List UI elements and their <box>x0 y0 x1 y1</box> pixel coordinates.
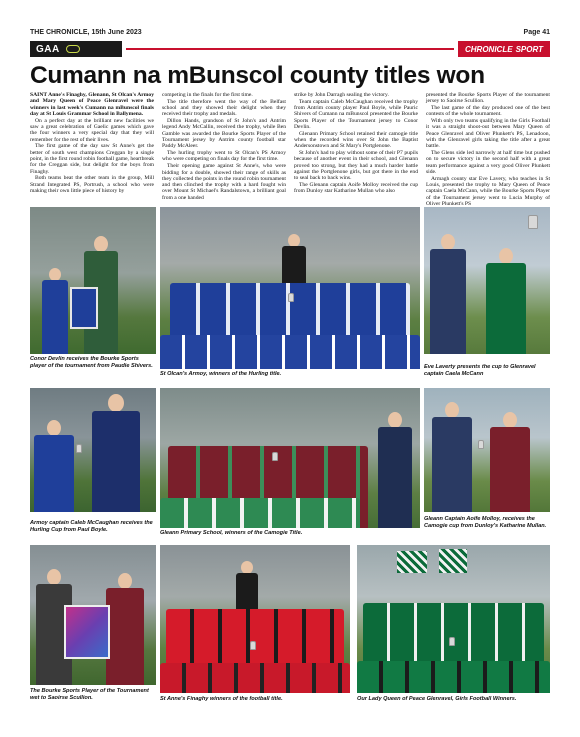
paragraph: On a perfect day at the brilliant new facilities we saw a great celebration of Gaelic games which gave the four winners a very special day that they will remember for the rest of their lives. <box>30 117 154 143</box>
paragraph: Glenann Primary School retained their camogie title when the recorded wins over St John the Baptist Andersonstown and St Mary's Portglenone. <box>294 130 418 150</box>
photo-caption: Gleann Primary School, winners of the Camogie Title. <box>160 530 303 536</box>
photo-caption: Eve Laverty presents the cup to Glenravel captain Caela McCann <box>424 364 536 377</box>
photo-caption: The Bourke Sports Player of the Tournament wet to Saoirse Scullion. <box>30 688 149 701</box>
paragraph: SAINT Anne's Finaghy, Glenann, St Olcan's Armoy and Mary Queen of Peace Glenravel were the winners in last week's Cumann na mBunscol finals day at St Louis Grammar School in Ballymena. <box>30 92 154 117</box>
photo-caption: St Anne's Finaghy winners of the football title. <box>160 696 283 702</box>
paragraph: The Glenann captain Aoife Molloy received the cup from Dunloy star Katharine Mullan who also <box>294 182 418 195</box>
chronicle-sport-logo <box>458 41 550 57</box>
paragraph: The Glens side led narrowly at half time but pushed on to secure victory in the second half with a great team performance against a very good Oliver Plunkett side. <box>426 150 550 176</box>
brand-name: CHRONICLE <box>465 44 513 54</box>
photo-glenravel-team <box>357 545 550 693</box>
paragraph: presented the Bourke Sports Player of the tournament jersey to Saoirse Scullion. <box>426 92 550 105</box>
photo-gleann-team <box>160 388 420 528</box>
gaa-swoosh-icon <box>66 45 80 53</box>
trophy-icon <box>76 444 82 453</box>
page-header <box>30 26 550 38</box>
trophy-icon <box>449 637 455 646</box>
person-figure <box>42 268 68 354</box>
paragraph: Their opening game against St Anne's, who were bidding for a double, showed their range of skills as they collected the points in the round robin tournament and then clinched the trophy with a hard fought win over Mount St Michael's Randalstown, a brilliant goal from a one handed <box>162 163 286 201</box>
photo-finaghy-team <box>160 545 350 693</box>
article-column-3 <box>294 92 418 202</box>
paragraph: The title therefore went the way of the Belfast school and they showed their delight when they received their trophy and medals. <box>162 98 286 118</box>
paragraph: Both teams beat the other team in the group, Mill Strand Integrated PS, Portrush, a school who were making their own little piece of history by <box>30 175 154 194</box>
brand-sport: SPORT <box>515 44 543 54</box>
divider <box>126 48 454 50</box>
photo-caption: Armoy captain Caleb McCaughan receives the Hurling Cup from Paul Boyle. <box>30 520 153 533</box>
paragraph: St John's had to play without some of their P7 pupils because of another event in their school, and Glenann proved too strong, but they had a much harder battle against the Portglenone girls, but got there in the end to seal back to back wins. <box>294 150 418 182</box>
paragraph: The hurling trophy went to St Olcan's PS Armoy who were competing on finals day for the first time. <box>162 150 286 163</box>
paragraph: Dillon Hands, grandson of St John's and Antrim legend Andy McCallin, received the trophy, while Ben Gamble was awarded the Bourke Sports Player of the Tournament jersey by Antrim county football star Paddy McAleer. <box>162 118 286 150</box>
photo-scullion-jersey <box>30 545 156 685</box>
team-front-row <box>160 488 360 528</box>
jersey-image <box>70 287 98 329</box>
section-band <box>30 41 550 57</box>
photo-gleann-captain <box>424 388 550 512</box>
paragraph: With only two teams qualifying in the Girls Football it was a straight shoot-out between Mary Queen of Peace Glenravel and Oliver Plunkett's PS, Lenadoon, with the Glenravel girls taking the title after a great battle. <box>426 118 550 150</box>
article-column-4 <box>426 92 550 208</box>
photo-armoy-captain <box>30 388 156 512</box>
photo-glenravel-captain <box>424 207 550 354</box>
publication-date: THE CHRONICLE, 15th June 2023 <box>30 28 142 36</box>
photo-caption: St Olcan's Armoy, winners of the Hurling title. <box>160 371 282 377</box>
flag-image <box>439 549 467 573</box>
person-figure <box>432 402 472 512</box>
person-figure <box>430 234 466 354</box>
headline: Cumann na mBunscol county titles won <box>30 62 485 89</box>
paragraph: The first game of the day saw St Anne's get the better of south west champions Creggan by a single point, in the first round robin football game, heartbreak for the Creggan side, but delight for the boys from Finaghy. <box>30 143 154 175</box>
jersey-image <box>64 605 110 659</box>
page-number: Page 41 <box>523 28 550 36</box>
team-front-row <box>160 325 420 369</box>
photo-caption: Gleann Captain Aoife Molloy, receives the Camogie cup from Dunloy's Katharine Mullan. <box>424 516 547 529</box>
trophy-icon <box>528 215 538 229</box>
article-body <box>30 92 550 208</box>
photo-devlin-jersey <box>30 207 156 354</box>
photo-armoy-team <box>160 207 420 369</box>
person-figure <box>486 248 526 354</box>
trophy-icon <box>478 440 484 449</box>
paragraph: competing in the finals for the first time. <box>162 92 253 98</box>
paragraph: Team captain Caleb McCaughan received the trophy from Antrim county player Paul Boyle, while Pauric Shivers of Cumann na mBunscol presented the Bourke Sports Player of the Tournament jersey to Conor Devlin. <box>294 98 418 130</box>
paragraph: strike by John Darragh sealing the victory. <box>294 92 389 98</box>
person-figure <box>378 412 412 528</box>
gaa-label: GAA <box>36 43 60 55</box>
gaa-section-tag <box>30 41 122 57</box>
article-column-2 <box>162 92 286 202</box>
team-front-row <box>357 651 550 693</box>
photo-caption: Conor Devlin receives the Bourke Sports player of the tournament from Paudie Shivers. <box>30 356 153 369</box>
person-figure <box>490 412 530 512</box>
person-figure <box>92 394 140 512</box>
article-column-1 <box>30 92 154 202</box>
trophy-icon <box>250 641 256 650</box>
paragraph: The last game of the day produced one of the best contests of the whole tournament. <box>426 105 550 118</box>
person-figure <box>106 573 144 685</box>
trophy-icon <box>288 293 294 302</box>
person-figure <box>34 420 74 512</box>
paragraph: Armagh county star Eve Lavery, who teaches in St Louis, presented the trophy to Mary Queen of Peace captain Caela McCann, while the Bourke Sports Player of the Tournament jersey went to Lucia Murphy of Oliver Plunkett's PS <box>426 175 550 208</box>
team-front-row <box>160 653 350 693</box>
photo-caption: Our Lady Queen of Peace Glenravel, Girls Football Winners. <box>357 696 517 702</box>
flag-image <box>397 551 427 573</box>
trophy-icon <box>272 452 278 461</box>
